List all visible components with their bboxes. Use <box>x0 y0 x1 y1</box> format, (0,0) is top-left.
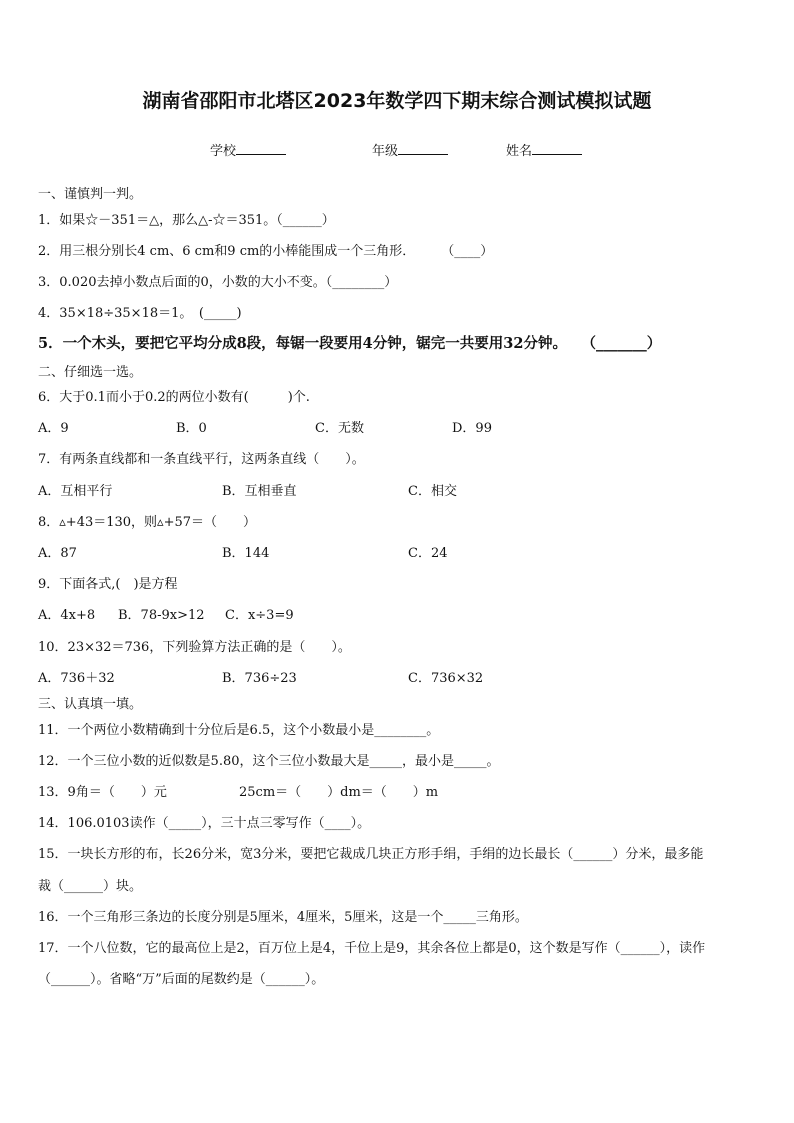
question-11: 11．一个两位小数精确到十分位后是6.5，这个小数最小是________。 <box>38 723 440 738</box>
name-field <box>506 140 582 159</box>
option-b[interactable]: B．78-9x>12 <box>118 608 205 623</box>
question-3: 3．0.020去掉小数点后面的0，小数的大小不变。（________） <box>38 275 398 290</box>
option-a[interactable]: A．9 <box>38 421 69 436</box>
school-blank[interactable] <box>236 142 286 155</box>
question-6: 6．大于0.1而小于0.2的两位小数有( )个. <box>38 390 310 405</box>
question-13-part-b: 25cm＝（ ）dm＝（ ）m <box>239 785 439 800</box>
grade-label: 年级 <box>372 144 399 159</box>
option-b[interactable]: B．0 <box>176 421 207 436</box>
option-d[interactable]: D．99 <box>452 421 492 436</box>
question-17-line-2: （______）。省略“万”后面的尾数约是（______）。 <box>38 972 325 987</box>
option-a[interactable]: A．736＋32 <box>38 671 115 686</box>
question-5: 5．一个木头，要把它平均分成8段，每锯一段要用4分钟，锯完一共要用32分钟。 （_______） <box>38 335 662 352</box>
option-a[interactable]: A．互相平行 <box>38 484 113 499</box>
question-4: 4．35×18÷35×18＝1。 (_____) <box>38 306 242 321</box>
option-a[interactable]: A．4x+8 <box>38 608 96 623</box>
question-17-line-1: 17．一个八位数，它的最高位上是2，百万位上是4，千位上是9，其余各位上都是0，这个数是写作（______），读作 <box>38 941 706 956</box>
section-heading-2: 二、仔细选一选。 <box>38 365 143 380</box>
question-15-line-1: 15．一块长方形的布，长26分米，宽3分米，要把它裁成几块正方形手绢，手绢的边长最长（______）分米，最多能 <box>38 847 704 862</box>
school-label: 学校 <box>210 144 237 159</box>
question-7: 7．有两条直线都和一条直线平行，这两条直线（ ）。 <box>38 452 365 467</box>
question-13-part-a: 13．9角＝（ ）元 <box>38 785 167 800</box>
question-1: 1．如果☆－351＝△，那么△-☆＝351。（______） <box>38 213 335 228</box>
question-9: 9．下面各式,( )是方程 <box>38 577 178 592</box>
school-field <box>210 140 286 159</box>
question-13 <box>38 781 439 800</box>
option-b[interactable]: B．互相垂直 <box>222 484 297 499</box>
section-heading-3: 三、认真填一填。 <box>38 697 143 712</box>
question-10: 10．23×32＝736，下列验算方法正确的是（ ）。 <box>38 640 351 655</box>
section-heading-1: 一、谨慎判一判。 <box>38 187 143 202</box>
option-c[interactable]: C．736×32 <box>408 671 484 686</box>
question-16: 16．一个三角形三条边的长度分别是5厘米，4厘米，5厘米，这是一个_____三角形。 <box>38 910 528 925</box>
grade-blank[interactable] <box>398 142 448 155</box>
option-b[interactable]: B．736÷23 <box>222 671 297 686</box>
question-8: 8．▵+43＝130，则▵+57＝（ ） <box>38 515 257 530</box>
question-12: 12．一个三位小数的近似数是5.80，这个三位小数最大是_____，最小是_____。 <box>38 754 500 769</box>
option-c[interactable]: C．相交 <box>408 484 457 499</box>
question-2: 2．用三根分别长4 cm、6 cm和9 cm的小棒能围成一个三角形． （____） <box>38 244 494 259</box>
name-blank[interactable] <box>532 142 582 155</box>
option-b[interactable]: B．144 <box>222 546 270 561</box>
question-15-line-2: 裁（______）块。 <box>38 879 143 894</box>
option-a[interactable]: A．87 <box>38 546 77 561</box>
option-c[interactable]: C．x÷3=9 <box>225 608 294 623</box>
question-14: 14．106.0103读作（_____），三十点三零写作（____）。 <box>38 816 371 831</box>
name-label: 姓名 <box>506 144 533 159</box>
option-c[interactable]: C．无数 <box>315 421 364 436</box>
grade-field <box>372 140 448 159</box>
option-c[interactable]: C．24 <box>408 546 448 561</box>
page-title: 湖南省邵阳市北塔区2023年数学四下期末综合测试模拟试题 <box>142 90 652 112</box>
